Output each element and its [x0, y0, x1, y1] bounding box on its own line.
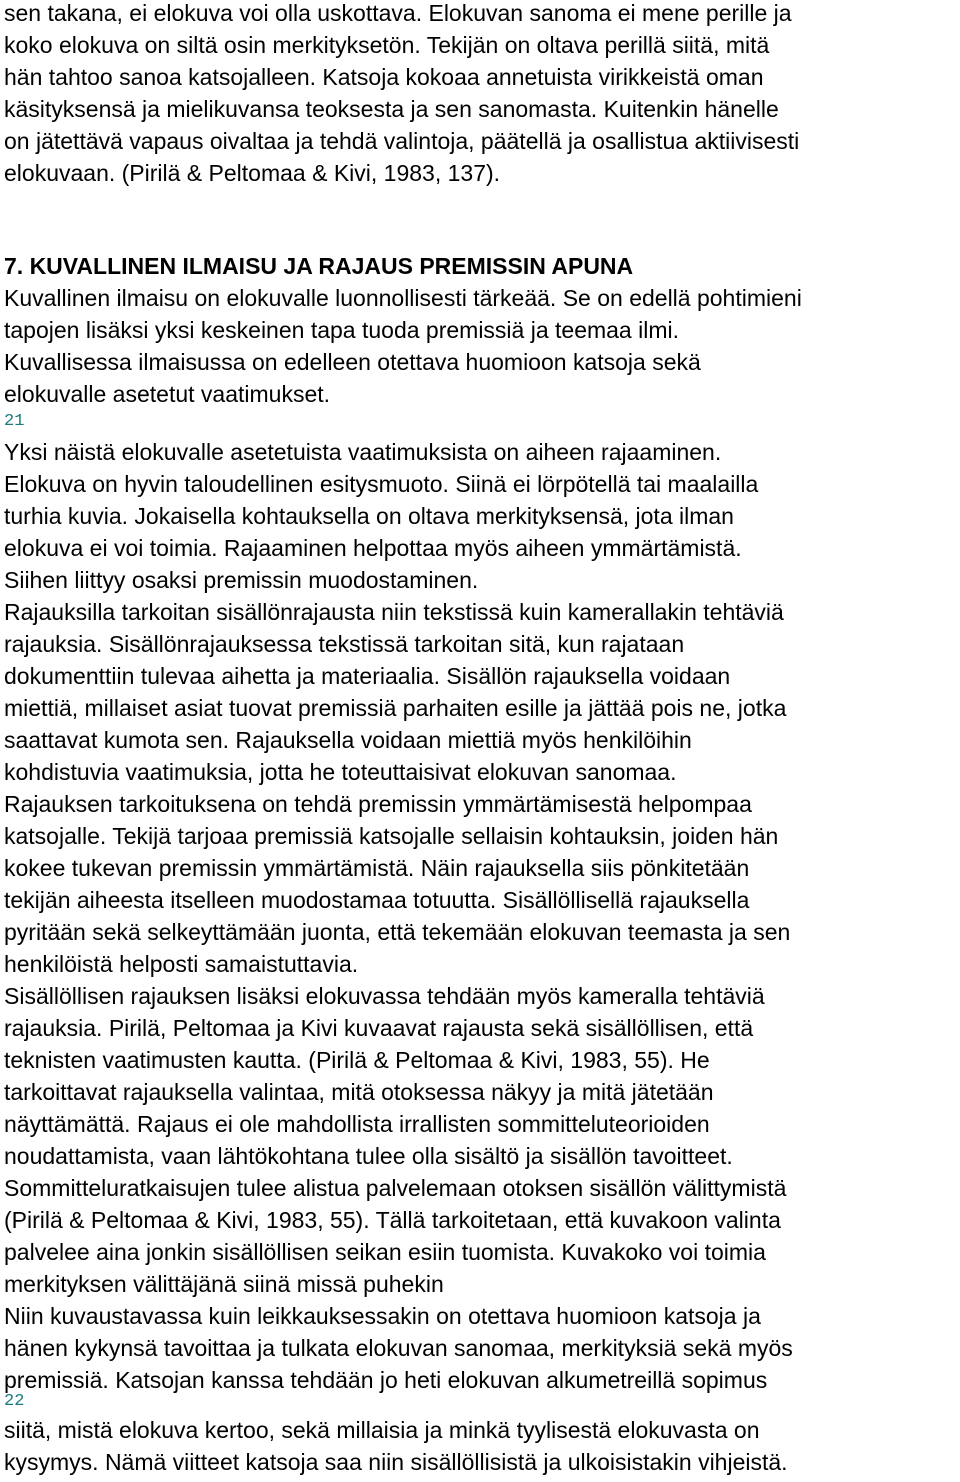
paragraph-section-intro	[4, 282, 802, 410]
text-line: (Pirilä & Peltomaa & Kivi, 1983, 55). Tällä tarkoitetaan, että kuvakoon valinta	[4, 1207, 781, 1233]
text-line: koko elokuva on siltä osin merkityksetön. Tekijän on oltava perillä siitä, mitä	[4, 32, 770, 58]
text-line: elokuvalle asetetut vaatimukset.	[4, 381, 331, 407]
text-line: turhia kuvia. Jokaisella kohtauksella on oltava merkityksensä, jota ilman	[4, 503, 734, 529]
text-line: hänen kykynsä tavoittaa ja tulkata elokuvan sanomaa, merkityksiä sekä myös	[4, 1335, 793, 1361]
text-line: henkilöistä helposti samaistuttavia.	[4, 951, 359, 977]
page-number: 21	[4, 412, 25, 431]
text-line: katsojalle. Tekijä tarjoaa premissiä katsojalle sellaisin kohtauksin, joiden hän	[4, 823, 779, 849]
page-number-marker	[4, 408, 24, 436]
text-line: elokuvaan. (Pirilä & Peltomaa & Kivi, 1983, 137).	[4, 160, 501, 186]
paragraph-intro	[4, 0, 799, 189]
section-heading-block	[4, 250, 633, 282]
text-line: miettiä, millaiset asiat tuovat premissiä parhaiten esille ja jättää pois ne, jotka	[4, 695, 787, 721]
text-line: kysymys. Nämä viitteet katsoja saa niin sisällöllisistä ja ulkoisistakin vihjeistä.	[4, 1449, 788, 1475]
text-line: Kuvallisessa ilmaisussa on edelleen otettava huomioon katsoja sekä	[4, 349, 701, 375]
text-line: sen takana, ei elokuva voi olla uskottava. Elokuvan sanoma ei mene perille ja	[4, 0, 792, 26]
text-line: premissiä. Katsojan kanssa tehdään jo heti elokuvan alkumetreillä sopimus	[4, 1367, 768, 1393]
text-line: Sommitteluratkaisujen tulee alistua palvelemaan otoksen sisällön välittymistä	[4, 1175, 787, 1201]
text-line: kokee tukevan premissin ymmärtämistä. Näin rajauksella siis pönkitetään	[4, 855, 750, 881]
text-line: käsityksensä ja mielikuvansa teoksesta ja sen sanomasta. Kuitenkin hänelle	[4, 96, 779, 122]
paragraph-continued	[4, 1414, 788, 1478]
text-line: on jätettävä vapaus oivaltaa ja tehdä valintoja, päätellä ja osallistua aktiivisesti	[4, 128, 800, 154]
text-line: teknisten vaatimusten kautta. (Pirilä & Peltomaa & Kivi, 1983, 55). He	[4, 1047, 710, 1073]
text-line: Sisällöllisen rajauksen lisäksi elokuvassa tehdään myös kameralla tehtäviä	[4, 983, 765, 1009]
text-line: tarkoittavat rajauksella valintaa, mitä otoksessa näkyy ja mitä jätetään	[4, 1079, 714, 1105]
text-line: Rajauksen tarkoituksena on tehdä premissin ymmärtämisestä helpompaa	[4, 791, 752, 817]
text-line: Elokuva on hyvin taloudellinen esitysmuoto. Siinä ei lörpötellä tai maalailla	[4, 471, 759, 497]
text-line: merkityksen välittäjänä siinä missä puhekin	[4, 1271, 444, 1297]
page-number-marker	[4, 1388, 24, 1416]
text-line: Rajauksilla tarkoitan sisällönrajausta niin tekstissä kuin kamerallakin tehtäviä	[4, 599, 784, 625]
text-line: Kuvallinen ilmaisu on elokuvalle luonnollisesti tärkeää. Se on edellä pohtimieni	[4, 285, 802, 311]
text-line: tapojen lisäksi yksi keskeinen tapa tuoda premissiä ja teemaa ilmi.	[4, 317, 679, 343]
text-line: dokumenttiin tulevaa aihetta ja materiaalia. Sisällön rajauksella voidaan	[4, 663, 731, 689]
text-line: palvelee aina jonkin sisällöllisen seikan esiin tuomista. Kuvakoko voi toimia	[4, 1239, 766, 1265]
text-line: tekijän aiheesta itselleen muodostamaa totuutta. Sisällöllisellä rajauksella	[4, 887, 750, 913]
text-line: Niin kuvaustavassa kuin leikkauksessakin on otettava huomioon katsoja ja	[4, 1303, 761, 1329]
text-line: kohdistuvia vaatimuksia, jotta he toteuttaisivat elokuvan sanomaa.	[4, 759, 677, 785]
text-line: Siihen liittyy osaksi premissin muodostaminen.	[4, 567, 479, 593]
text-line: saattavat kumota sen. Rajauksella voidaan miettiä myös henkilöihin	[4, 727, 692, 753]
text-line: rajauksia. Pirilä, Peltomaa ja Kivi kuvaavat rajausta sekä sisällöllisen, että	[4, 1015, 754, 1041]
section-heading: 7. KUVALLINEN ILMAISU JA RAJAUS PREMISSIN APUNA	[4, 253, 634, 279]
text-line: hän tahtoo sanoa katsojalleen. Katsoja kokoaa annetuista virikkeistä oman	[4, 64, 764, 90]
page-number: 22	[4, 1392, 25, 1411]
text-line: Yksi näistä elokuvalle asetetuista vaatimuksista on aiheen rajaaminen.	[4, 439, 722, 465]
text-line: rajauksia. Sisällönrajauksessa tekstissä tarkoitan sitä, kun rajataan	[4, 631, 685, 657]
text-line: näyttämättä. Rajaus ei ole mahdollista irrallisten sommitteluteorioiden	[4, 1111, 710, 1137]
text-line: pyritään sekä selkeyttämään juonta, että tekemään elokuvan teemasta ja sen	[4, 919, 791, 945]
text-line: elokuva ei voi toimia. Rajaaminen helpottaa myös aiheen ymmärtämistä.	[4, 535, 742, 561]
text-line: siitä, mistä elokuva kertoo, sekä millaisia ja minkä tyylisestä elokuvasta on	[4, 1417, 760, 1443]
text-line: noudattamista, vaan lähtökohtana tulee olla sisältö ja sisällön tavoitteet.	[4, 1143, 733, 1169]
paragraph-main	[4, 436, 793, 1396]
